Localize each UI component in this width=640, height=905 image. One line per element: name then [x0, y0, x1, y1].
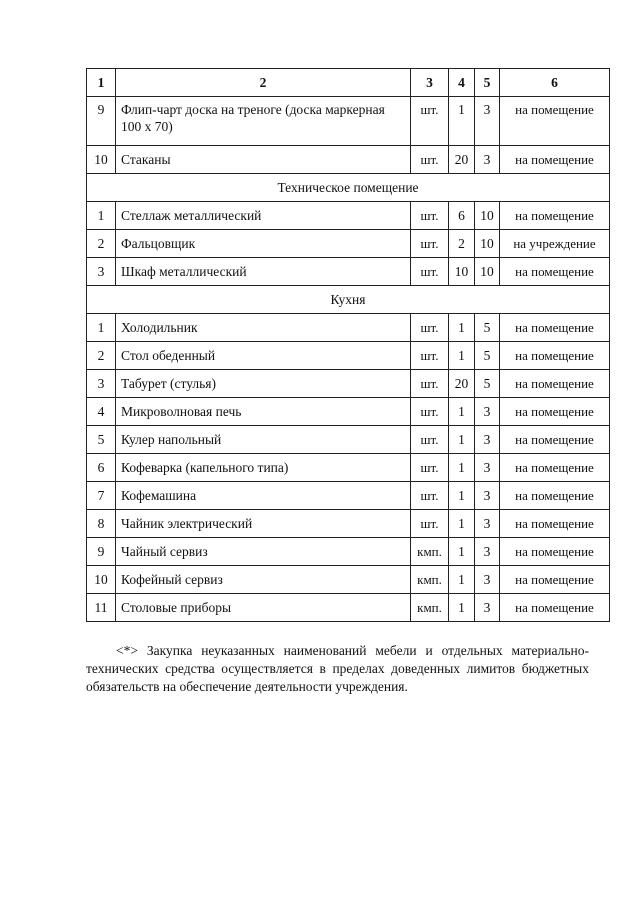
item-quantity: 1 — [449, 538, 475, 566]
item-name: Кофеварка (капельного типа) — [116, 454, 411, 482]
item-quantity: 2 — [449, 230, 475, 258]
row-number: 4 — [87, 398, 116, 426]
table-row — [87, 342, 610, 370]
item-allocation: на учреждение — [500, 230, 610, 258]
item-years: 3 — [475, 538, 500, 566]
item-years: 10 — [475, 202, 500, 230]
header-cell: 4 — [449, 69, 475, 97]
item-unit: кмп. — [411, 538, 449, 566]
item-years: 5 — [475, 314, 500, 342]
row-number: 10 — [87, 146, 116, 174]
item-years: 3 — [475, 146, 500, 174]
section-row — [87, 174, 610, 202]
row-number: 9 — [87, 538, 116, 566]
item-quantity: 6 — [449, 202, 475, 230]
table-body — [87, 97, 610, 622]
item-years: 3 — [475, 398, 500, 426]
row-number: 3 — [87, 370, 116, 398]
item-name: Стол обеденный — [116, 342, 411, 370]
header-cell: 1 — [87, 69, 116, 97]
item-allocation: на помещение — [500, 97, 610, 146]
table-row — [87, 97, 610, 146]
item-allocation: на помещение — [500, 566, 610, 594]
header-cell: 6 — [500, 69, 610, 97]
furniture-table — [86, 68, 610, 622]
item-name: Холодильник — [116, 314, 411, 342]
header-cell: 2 — [116, 69, 411, 97]
item-name: Микроволновая печь — [116, 398, 411, 426]
row-number: 1 — [87, 314, 116, 342]
row-number: 3 — [87, 258, 116, 286]
item-name: Стаканы — [116, 146, 411, 174]
item-unit: шт. — [411, 342, 449, 370]
row-number: 6 — [87, 454, 116, 482]
item-name: Столовые приборы — [116, 594, 411, 622]
item-quantity: 1 — [449, 566, 475, 594]
item-allocation: на помещение — [500, 482, 610, 510]
item-years: 5 — [475, 370, 500, 398]
item-name: Кулер напольный — [116, 426, 411, 454]
table-row — [87, 314, 610, 342]
item-years: 10 — [475, 258, 500, 286]
header-cell: 5 — [475, 69, 500, 97]
item-quantity: 1 — [449, 426, 475, 454]
item-allocation: на помещение — [500, 510, 610, 538]
table-row — [87, 398, 610, 426]
item-quantity: 10 — [449, 258, 475, 286]
item-quantity: 1 — [449, 342, 475, 370]
table-row — [87, 482, 610, 510]
item-name: Чайный сервиз — [116, 538, 411, 566]
table-row — [87, 426, 610, 454]
item-quantity: 1 — [449, 454, 475, 482]
table-row — [87, 566, 610, 594]
item-quantity: 1 — [449, 482, 475, 510]
item-name: Кофемашина — [116, 482, 411, 510]
item-name: Кофейный сервиз — [116, 566, 411, 594]
table-row — [87, 594, 610, 622]
item-unit: шт. — [411, 230, 449, 258]
item-name: Флип-чарт доска на треноге (доска маркерная 100 х 70) — [116, 97, 411, 146]
item-quantity: 20 — [449, 370, 475, 398]
item-unit: шт. — [411, 258, 449, 286]
row-number: 2 — [87, 342, 116, 370]
item-unit: шт. — [411, 202, 449, 230]
item-unit: шт. — [411, 314, 449, 342]
table-row — [87, 370, 610, 398]
item-unit: шт. — [411, 454, 449, 482]
item-unit: шт. — [411, 370, 449, 398]
table-row — [87, 454, 610, 482]
item-name: Фальцовщик — [116, 230, 411, 258]
item-quantity: 20 — [449, 146, 475, 174]
item-allocation: на помещение — [500, 426, 610, 454]
item-name: Шкаф металлический — [116, 258, 411, 286]
item-allocation: на помещение — [500, 314, 610, 342]
item-allocation: на помещение — [500, 342, 610, 370]
section-title: Кухня — [87, 286, 610, 314]
item-years: 3 — [475, 426, 500, 454]
table-header-row — [87, 69, 610, 97]
table-row — [87, 146, 610, 174]
item-quantity: 1 — [449, 510, 475, 538]
table-row — [87, 510, 610, 538]
item-allocation: на помещение — [500, 146, 610, 174]
row-number: 9 — [87, 97, 116, 146]
section-title: Техническое помещение — [87, 174, 610, 202]
item-quantity: 1 — [449, 97, 475, 146]
row-number: 2 — [87, 230, 116, 258]
row-number: 10 — [87, 566, 116, 594]
row-number: 8 — [87, 510, 116, 538]
item-allocation: на помещение — [500, 258, 610, 286]
item-name: Чайник электрический — [116, 510, 411, 538]
item-years: 3 — [475, 482, 500, 510]
table-row — [87, 538, 610, 566]
item-allocation: на помещение — [500, 202, 610, 230]
row-number: 11 — [87, 594, 116, 622]
footnote: <*> Закупка неуказанных наименований мебели и отдельных материально-технических средства осуществляется в пределах доведенных лимитов бюджетных обязательств на обеспечение деятельности учреждения. — [86, 643, 589, 694]
item-unit: шт. — [411, 510, 449, 538]
item-quantity: 1 — [449, 594, 475, 622]
table-row — [87, 202, 610, 230]
item-allocation: на помещение — [500, 538, 610, 566]
section-row — [87, 286, 610, 314]
item-unit: шт. — [411, 146, 449, 174]
item-years: 3 — [475, 510, 500, 538]
item-years: 3 — [475, 454, 500, 482]
item-years: 5 — [475, 342, 500, 370]
item-allocation: на помещение — [500, 370, 610, 398]
item-name: Табурет (стулья) — [116, 370, 411, 398]
table-row — [87, 230, 610, 258]
item-years: 3 — [475, 566, 500, 594]
item-unit: шт. — [411, 398, 449, 426]
item-unit: шт. — [411, 482, 449, 510]
item-unit: кмп. — [411, 594, 449, 622]
item-allocation: на помещение — [500, 454, 610, 482]
item-unit: кмп. — [411, 566, 449, 594]
table-row — [87, 258, 610, 286]
item-years: 3 — [475, 594, 500, 622]
item-name: Стеллаж металлический — [116, 202, 411, 230]
row-number: 7 — [87, 482, 116, 510]
item-allocation: на помещение — [500, 594, 610, 622]
row-number: 1 — [87, 202, 116, 230]
item-unit: шт. — [411, 426, 449, 454]
item-years: 10 — [475, 230, 500, 258]
item-allocation: на помещение — [500, 398, 610, 426]
item-years: 3 — [475, 97, 500, 146]
item-quantity: 1 — [449, 398, 475, 426]
item-quantity: 1 — [449, 314, 475, 342]
item-unit: шт. — [411, 97, 449, 146]
row-number: 5 — [87, 426, 116, 454]
header-cell: 3 — [411, 69, 449, 97]
